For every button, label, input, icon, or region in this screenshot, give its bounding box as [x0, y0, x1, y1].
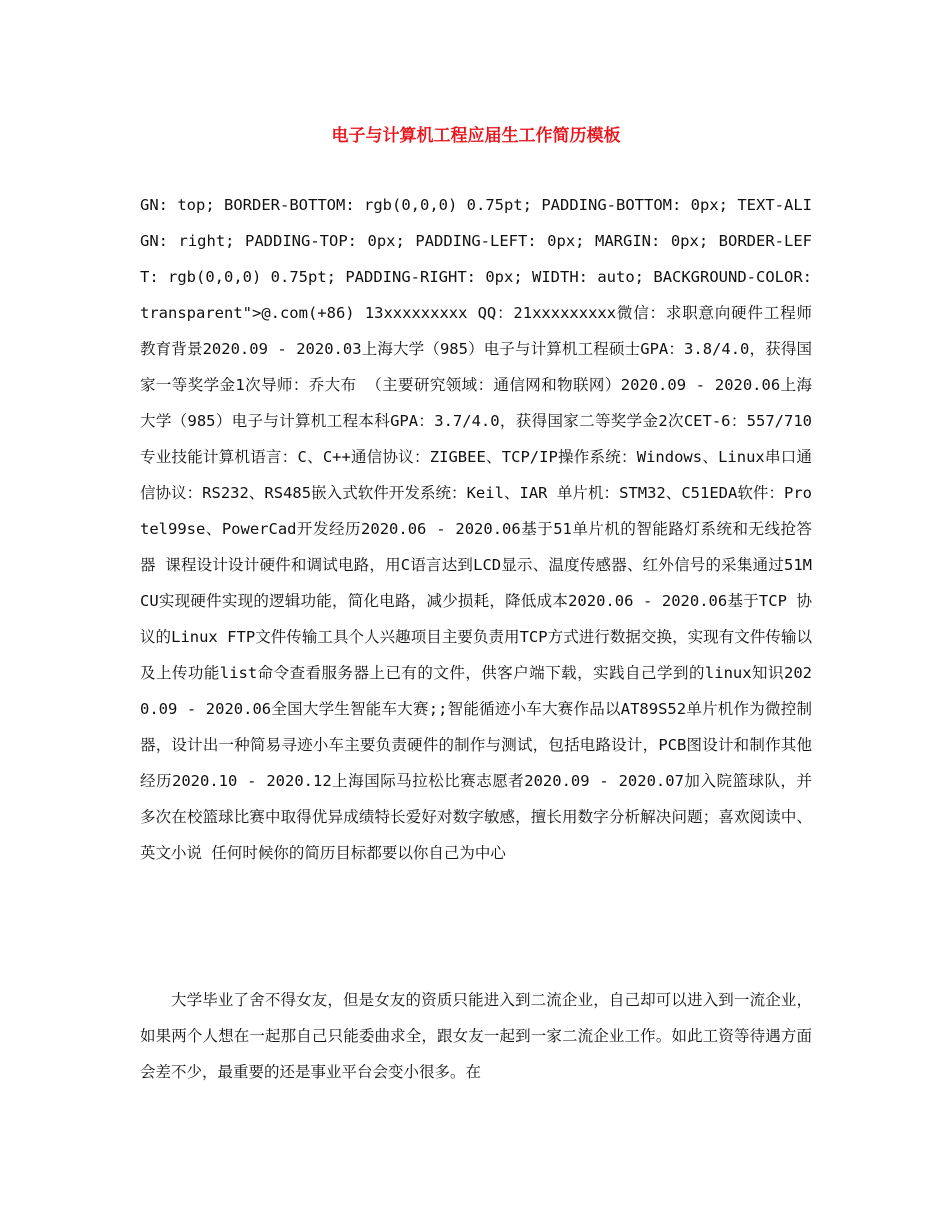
essay-paragraph: 大学毕业了舍不得女友，但是女友的资质只能进入到二流企业，自己却可以进入到一流企业，如果两个人想在一起那自己只能委曲求全，跟女友一起到一家二流企业工作。如此工资等待遇方面会差不少，最重要的还是事业平台会变小很多。在: [140, 991, 812, 1081]
resume-body-text: GN: top; BORDER-BOTTOM: rgb(0,0,0) 0.75pt; PADDING-BOTTOM: 0px; TEXT-ALIGN: right; PADDING-TOP: 0px; PADDING-LEFT: 0px; MARGIN: 0px; BORDER-LEFT: rgb(0,0,0) 0.75pt; PADDING-RIGHT: 0px; WIDTH: auto; BACKGROUND-COLOR: transparent">@.com(+86) 13xxxxxxxxx QQ：21xxxxxxxxx微信：求职意向硬件工程师教育背景2020.09 - 2020.03上海大学（985）电子与计算机工程硕士GPA：3.8/4.0，获得国家一等奖学金1次导师：乔大布 （主要研究领域：通信网和物联网）2020.09 - 2020.06上海大学（985）电子与计算机工程本科GPA：3.7/4.0，获得国家二等奖学金2次CET-6：557/710专业技能计算机语言：C、C++通信协议：ZIGBEE、TCP/IP操作系统：Windows、Linux串口通信协议：RS232、RS485嵌入式软件开发系统：Keil、IAR 单片机：STM32、C51EDA软件：Protel99se、PowerCad开发经历2020.06 - 2020.06基于51单片机的智能路灯系统和无线抢答器 课程设计设计硬件和调试电路，用C语言达到LCD显示、温度传感器、红外信号的采集通过51MCU实现硬件实现的逻辑功能，简化电路，减少损耗，降低成本2020.06 - 2020.06基于TCP 协议的Linux FTP文件传输工具个人兴趣项目主要负责用TCP方式进行数据交换，实现有文件传输以及上传功能list命令查看服务器上已有的文件，供客户端下载，实践自己学到的linux知识2020.09 - 2020.06全国大学生智能车大赛;;智能循迹小车大赛作品以AT89S52单片机作为微控制器，设计出一种简易寻迹小车主要负责硬件的制作与测试，包括电路设计，PCB图设计和制作其他经历2020.10 - 2020.12上海国际马拉松比赛志愿者2020.09 - 2020.07加入院篮球队，并多次在校篮球比赛中取得优异成绩特长爱好对数字敏感，擅长用数字分析解决问题；喜欢阅读中、英文小说 任何时候你的简历目标都要以你自己为中心: [140, 196, 812, 862]
document-title: 电子与计算机工程应届生工作简历模板: [331, 126, 621, 146]
